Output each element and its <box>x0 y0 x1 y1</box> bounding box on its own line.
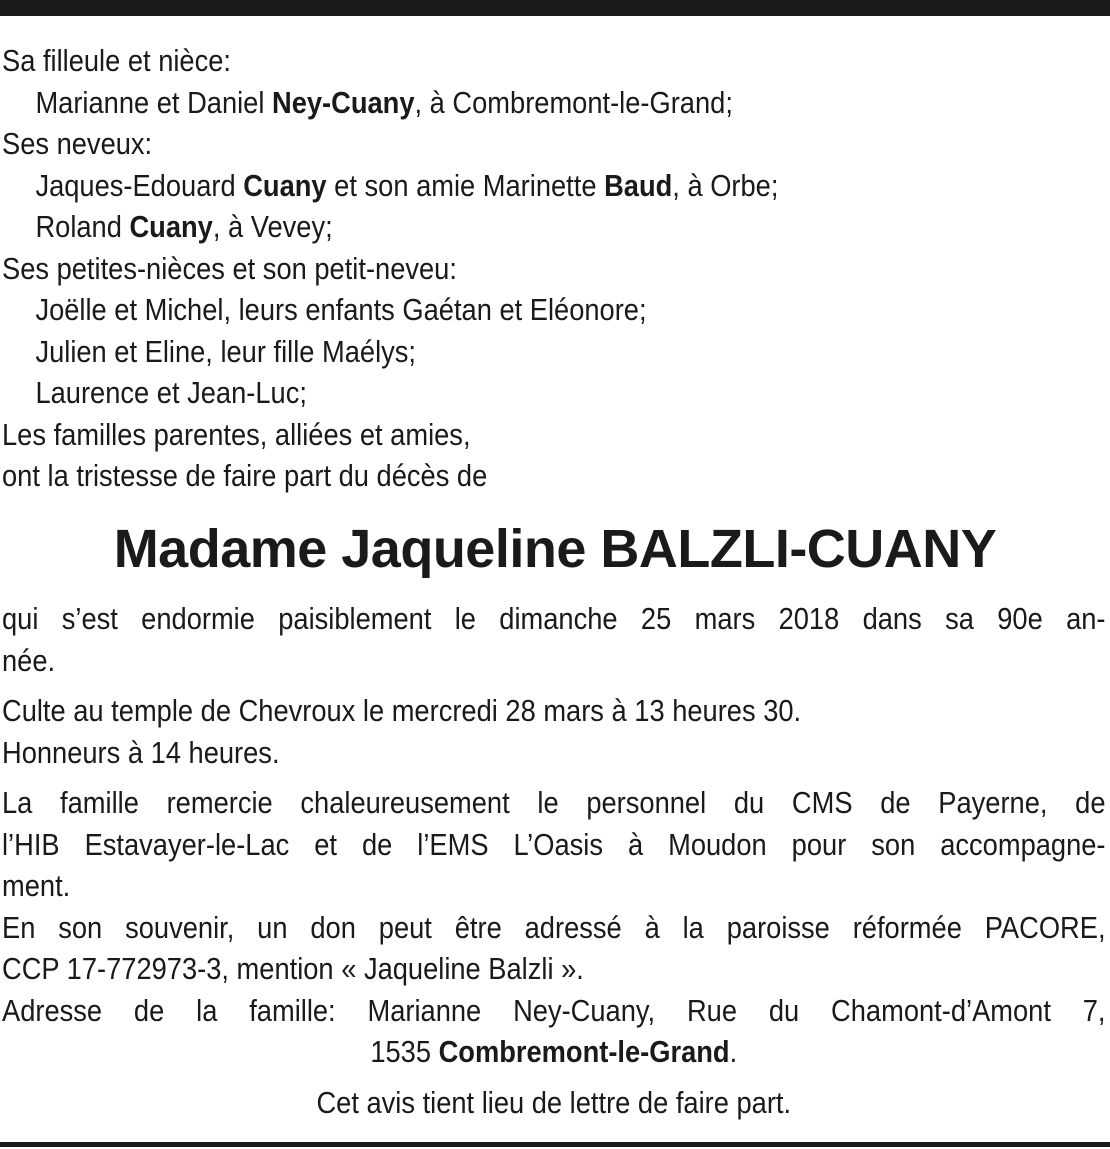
tristesse-line: ont la tristesse de faire part du décès de <box>2 458 488 493</box>
spacer <box>2 1073 1106 1082</box>
filleule-line <box>2 82 1106 124</box>
filleule-heading: Sa filleule et nièce: <box>2 43 231 78</box>
neveux-heading: Ses neveux: <box>2 126 153 161</box>
filleule-names: Marianne et Daniel <box>35 84 273 120</box>
deceased-name: Madame Jaqueline BALZLI-CUANY <box>113 519 997 579</box>
adresse-period: . <box>729 1034 738 1069</box>
neveu2-place: , à Vevey; <box>212 209 333 244</box>
neveu2-first: Roland <box>35 209 130 244</box>
familles-line: Les familles parentes, alliées et amies, <box>2 416 471 452</box>
neveu1-mid: et son amie Marinette <box>326 167 605 203</box>
endormie-line-2: née. <box>2 642 56 678</box>
neveu-line-2 <box>2 206 1106 248</box>
petits-line-3: Laurence et Jean-Luc; <box>35 375 307 410</box>
filleule-place: , à Combremont-le-Grand; <box>414 84 733 120</box>
neveu1-place: , à Orbe; <box>672 167 779 203</box>
souvenir-line-1: En son souvenir, un don peut être adressé à la paroisse réformée PACORE, <box>2 909 1106 945</box>
family-list <box>2 40 1106 497</box>
adresse-town: Combremont-le-Grand <box>438 1034 730 1069</box>
petits-line-1: Joëlle et Michel, leurs enfants Gaétan et Eléonore; <box>35 292 647 327</box>
neveu2-surname: Cuany <box>129 209 213 244</box>
neveu1-first: Jaques-Edouard <box>35 167 244 203</box>
spacer <box>2 773 1106 782</box>
avis-line: Cet avis tient lieu de lettre de faire part. <box>316 1084 792 1120</box>
bottom-rule <box>0 1142 1110 1147</box>
neveu1-partner-surname: Baud <box>604 167 673 203</box>
petits-heading: Ses petites-nièces et son petit-neveu: <box>2 250 457 286</box>
petits-line-2: Julien et Eline, leur fille Maélys; <box>35 333 417 369</box>
adresse-postcode: 1535 <box>370 1034 439 1069</box>
culte-line: Culte au temple de Chevroux le mercredi 28 mars à 13 heures 30. <box>2 693 802 728</box>
souvenir-line-2: CCP 17-772973-3, mention « Jaqueline Balzli ». <box>2 951 584 986</box>
filleule-surname: Ney-Cuany <box>272 84 415 120</box>
neveu1-surname: Cuany <box>243 167 327 203</box>
top-rule <box>0 0 1110 16</box>
remercie-line-1: La famille remercie chaleureusement le personnel du CMS de Payerne, de <box>2 785 1106 820</box>
endormie-line-1: qui s’est endormie paisiblement le dimanche 25 mars 2018 dans sa 90e an- <box>2 601 1106 636</box>
adresse-line-2 <box>2 1031 1106 1073</box>
honneurs-line: Honneurs à 14 heures. <box>2 734 280 770</box>
remercie-line-3: ment. <box>2 868 71 903</box>
remercie-line-2: l’HIB Estavayer-le-Lac et de l’EMS L’Oasis à Moudon pour son accompagne- <box>2 826 1106 862</box>
spacer <box>2 681 1106 690</box>
details-block <box>2 598 1106 1123</box>
adresse-line-1: Adresse de la famille: Marianne Ney-Cuany, Rue du Chamont-d’Amont 7, <box>2 992 1106 1028</box>
neveu-line-1 <box>2 165 1106 207</box>
